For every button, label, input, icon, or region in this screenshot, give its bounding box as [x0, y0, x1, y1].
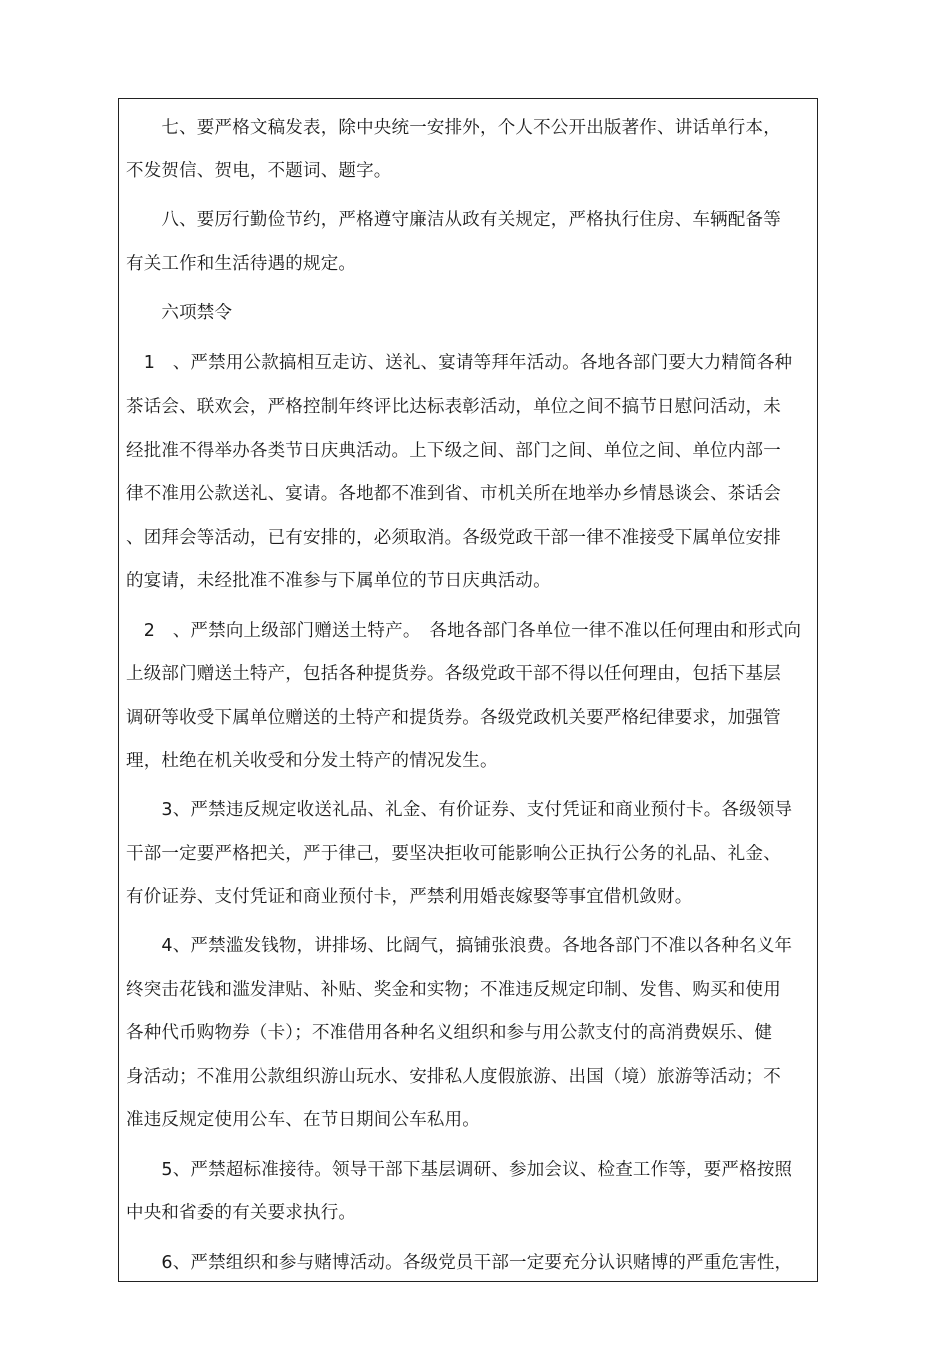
text-line: 干部一定要严格把关，严于律己，要坚决拒收可能影响公正执行公务的礼品、礼金、 [126, 844, 781, 864]
text-line: 身活动；不准用公款组织游山玩水、安排私人度假旅游、出国（境）旅游等活动；不 [126, 1067, 781, 1087]
text-line: 上级部门赠送土特产，包括各种提货券。各级党政干部不得以任何理由，包括下基层 [126, 664, 781, 684]
text-line: 律不准用公款送礼、宴请。各地都不准到省、市机关所在地举办乡情恳谈会、茶话会 [126, 484, 781, 504]
text-line: 八、要厉行勤俭节约，严格遵守廉洁从政有关规定，严格执行住房、车辆配备等 [126, 210, 781, 230]
text-line: 茶话会、联欢会，严格控制年终评比达标表彰活动，单位之间不搞节日慰问活动，未 [126, 397, 781, 417]
text-line: 经批准不得举办各类节日庆典活动。上下级之间、部门之间、单位之间、单位内部一 [126, 441, 781, 461]
text-line: 中央和省委的有关要求执行。 [126, 1203, 357, 1223]
text-line: 6、严禁组织和参与赌博活动。各级党员干部一定要充分认识赌博的严重危害性， [126, 1253, 793, 1273]
text-line: 5、严禁超标准接待。领导干部下基层调研、参加会议、检查工作等，要严格按照 [126, 1160, 793, 1180]
text-line: 有价证券、支付凭证和商业预付卡，严禁利用婚丧嫁娶等事宜借机敛财。 [126, 887, 693, 907]
text-line: 终突击花钱和滥发津贴、补贴、奖金和实物；不准违反规定印制、发售、购买和使用 [126, 980, 781, 1000]
text-line: 调研等收受下属单位赠送的土特产和提货券。各级党政机关要严格纪律要求，加强管 [126, 708, 781, 728]
text-line: 4、严禁滥发钱物，讲排场、比阔气，搞铺张浪费。各地各部门不准以各种名义年 [126, 936, 793, 956]
text-line: 、团拜会等活动，已有安排的，必须取消。各级党政干部一律不准接受下属单位安排 [126, 528, 781, 548]
text-line: 理，杜绝在机关收受和分发土特产的情况发生。 [126, 751, 498, 771]
text-line: 七、要严格文稿发表，除中央统一安排外，个人不公开出版著作、讲话单行本， [126, 118, 781, 138]
text-line: 有关工作和生活待遇的规定。 [126, 254, 357, 274]
text-line: 2 、严禁向上级部门赠送土特产。 各地各部门各单位一律不准以任何理由和形式向 [126, 621, 802, 641]
text-line: 的宴请，未经批准不准参与下属单位的节日庆典活动。 [126, 571, 551, 591]
text-line: 3、严禁违反规定收送礼品、礼金、有价证券、支付凭证和商业预付卡。各级领导 [126, 800, 793, 820]
text-line: 准违反规定使用公车、在节日期间公车私用。 [126, 1110, 480, 1130]
text-line: 1 、严禁用公款搞相互走访、送礼、宴请等拜年活动。各地各部门要大力精简各种 [126, 353, 793, 373]
text-line: 不发贺信、贺电，不题词、题字。 [126, 161, 392, 181]
section-heading: 六项禁令 [126, 303, 233, 323]
text-line: 各种代币购物券（卡）；不准借用各种名义组织和参与用公款支付的高消费娱乐、健 [126, 1023, 773, 1043]
